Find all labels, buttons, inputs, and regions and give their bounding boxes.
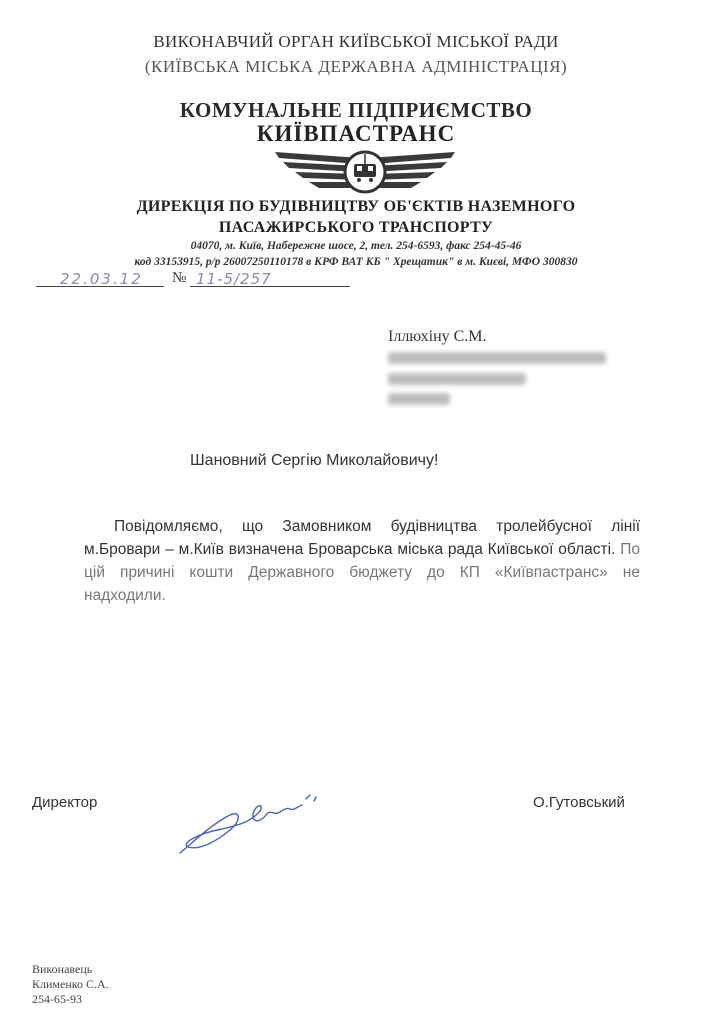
body-text-part2: По цій причині кошти Державного бюджету до КП «Київпастранс» не надходили. xyxy=(84,541,640,604)
redacted-address-line2 xyxy=(388,373,526,385)
signatory-name: О.Гутовський xyxy=(533,794,625,811)
directorate-title-line2: ПАСАЖИРСЬКОГО ТРАНСПОРТУ xyxy=(218,219,494,236)
handwritten-signature-icon xyxy=(170,785,330,865)
body-text-part1: Повідомляємо, що Замовником будівництва тролейбусної лінії м.Бровари – м.Київ визначена Броварська міська рада Київської області. xyxy=(84,518,640,558)
letter-body xyxy=(84,515,640,607)
parent-authority-line: ВИКОНАВЧИЙ ОРГАН КИЇВСЬКОЇ МІСЬКОЇ РАДИ xyxy=(153,32,559,51)
registration-number-label: № xyxy=(172,270,187,286)
executor-label: Виконавець xyxy=(32,962,93,976)
organization-type: КОМУНАЛЬНЕ ПІДПРИЄМСТВО xyxy=(179,98,533,122)
redacted-address-line1 xyxy=(388,352,606,364)
bank-details: код 33153915, р/р 26007250110178 в КРФ ВАТ КБ " Хрещатик" в м. Києві, МФО 300830 xyxy=(134,256,578,268)
addressee-name: Іллюхіну С.М. xyxy=(388,328,487,345)
salutation: Шановний Сергію Миколайовичу! xyxy=(190,452,439,469)
winged-tram-emblem-icon xyxy=(265,144,465,200)
directorate-title-line1: ДИРЕКЦІЯ ПО БУДІВНИЦТВУ ОБ'ЄКТІВ НАЗЕМНОГО xyxy=(136,198,576,215)
parent-authority-subline: (КИЇВСЬКА МІСЬКА ДЕРЖАВНА АДМІНІСТРАЦІЯ) xyxy=(144,57,568,76)
executor-name: Клименко С.А. xyxy=(32,977,109,991)
registration-date: 22.03.12 xyxy=(60,270,143,288)
redacted-address-line3 xyxy=(388,393,450,405)
executor-phone: 254-65-93 xyxy=(32,992,82,1006)
organization-name: КИЇВПАСТРАНС xyxy=(256,121,456,146)
registration-number: 11-5/257 xyxy=(196,270,272,288)
organization-address: 04070, м. Київ, Набережне шосе, 2, тел. 254-6593, факс 254-45-46 xyxy=(190,240,522,252)
signatory-title: Директор xyxy=(32,794,98,811)
